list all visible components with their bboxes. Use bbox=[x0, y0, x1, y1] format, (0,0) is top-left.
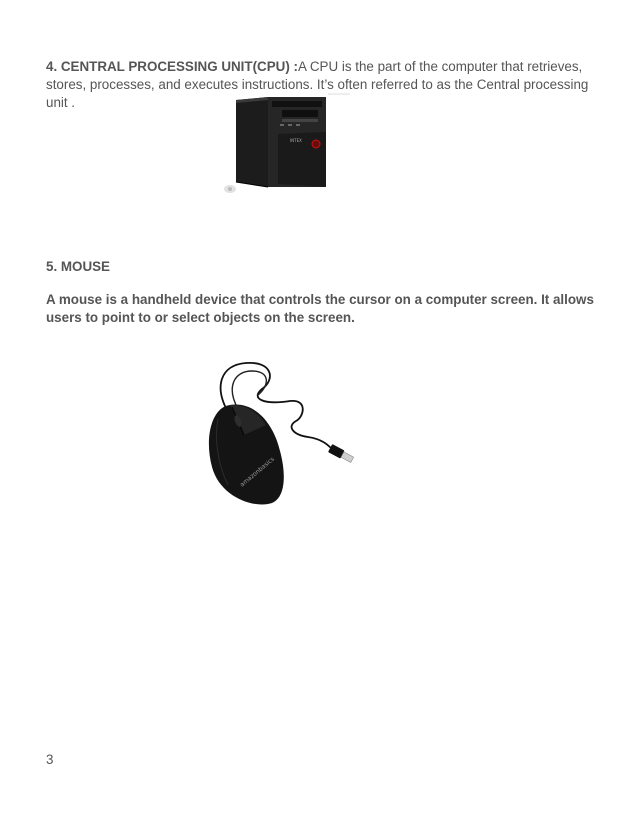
eye-icon bbox=[223, 184, 237, 194]
page-number: 3 bbox=[46, 752, 54, 767]
mouse-image bbox=[200, 357, 365, 512]
cpu-heading: 4. CENTRAL PROCESSING UNIT(CPU) : bbox=[46, 59, 298, 74]
cpu-brand-label: INTEX bbox=[290, 138, 302, 143]
cpu-description: A CPU is the part of the computer that retrieves, stores, processes, and executes instructions. It’s often referred to as the Central processing unit . bbox=[46, 59, 589, 110]
mouse-description: A mouse is a handheld device that controls the cursor on a computer screen. It allows users to point to or select objects on the screen. bbox=[46, 292, 594, 325]
mouse-brand-label: amazonbasics bbox=[238, 455, 276, 489]
cpu-cabinet-image bbox=[228, 92, 358, 202]
mouse-heading: 5. MOUSE bbox=[46, 259, 110, 274]
